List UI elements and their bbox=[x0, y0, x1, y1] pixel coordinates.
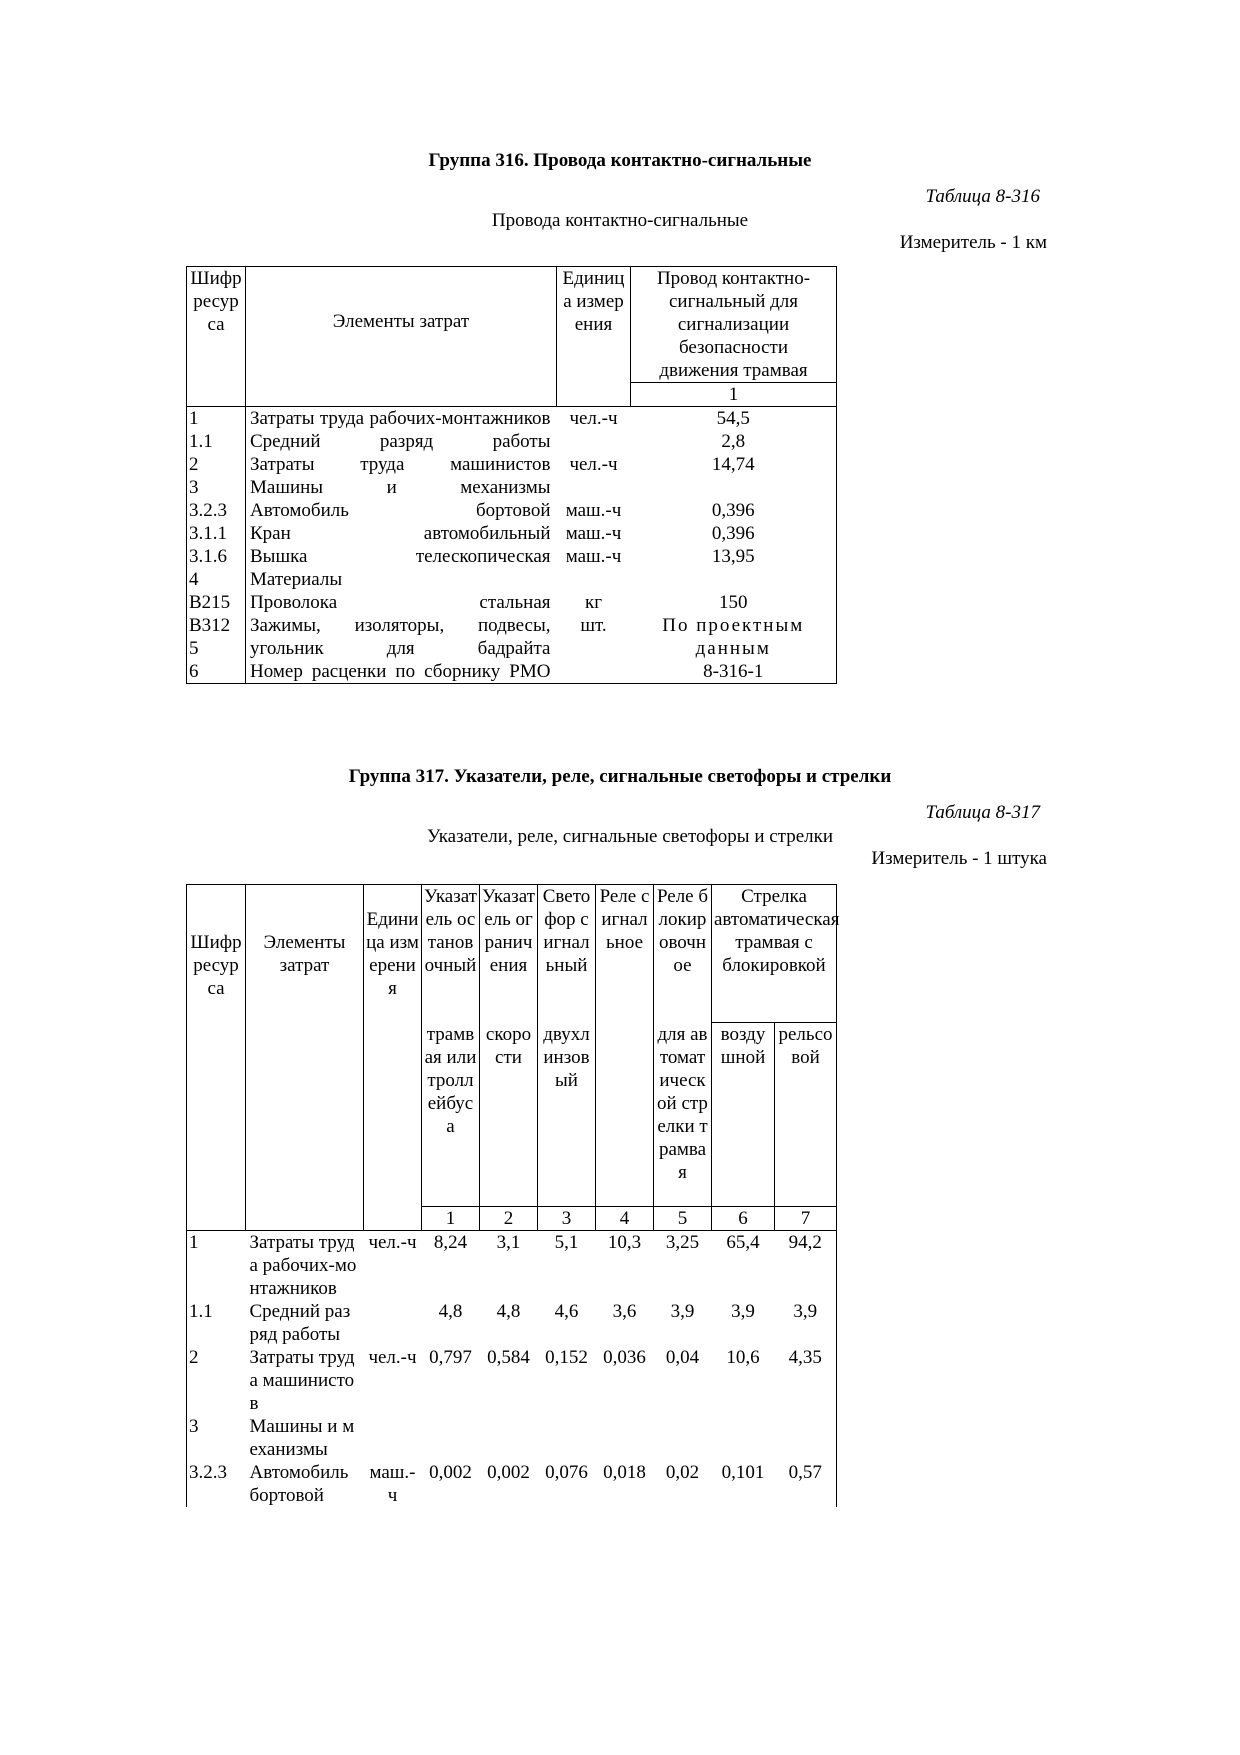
header-elements-text: Элементы затрат bbox=[263, 932, 346, 976]
row-value-4: 0,018 bbox=[603, 1462, 646, 1483]
header-num-7: 7 bbox=[775, 1207, 837, 1231]
header-code-text: Шифр ресурса bbox=[190, 932, 242, 999]
header-c3a: Светофор сигнальный bbox=[538, 885, 596, 1023]
row-value-1: 4,8 bbox=[438, 1301, 463, 1322]
row-value-2: 0,584 bbox=[487, 1347, 530, 1368]
table-row bbox=[187, 407, 837, 431]
table-8-316-meter: Измеритель - 1 км bbox=[899, 232, 1047, 253]
row-unit: маш.-ч bbox=[565, 500, 622, 521]
row-code: В312 5 bbox=[187, 614, 246, 660]
table-8-317-caption: Указатели, реле, сигнальные светофоры и стрелки bbox=[426, 826, 834, 847]
row-value-3: 5,1 bbox=[554, 1232, 579, 1253]
row-value-5: 0,04 bbox=[665, 1347, 700, 1368]
row-value-5: 3,9 bbox=[670, 1301, 695, 1322]
header-num-2: 2 bbox=[480, 1207, 538, 1231]
row-value-2 bbox=[480, 1415, 538, 1461]
row-name: Средний разряд работы bbox=[250, 431, 551, 452]
row-code: 2 bbox=[187, 1346, 246, 1415]
header-c2b: скорости bbox=[480, 1023, 538, 1207]
row-value-3: 0,076 bbox=[545, 1462, 588, 1483]
table-row bbox=[187, 1231, 837, 1301]
row-value-1: 2,8 bbox=[631, 430, 837, 453]
row-value-1: 0,396 bbox=[631, 522, 837, 545]
table-row bbox=[187, 614, 837, 660]
table-row bbox=[187, 1415, 837, 1461]
row-unit bbox=[557, 430, 631, 453]
row-value-2: 0,002 bbox=[487, 1462, 530, 1483]
header-c67: Стрелка автоматическая трамвая с блокировкой bbox=[712, 885, 837, 1023]
table-row bbox=[187, 499, 837, 522]
header-unit: Единица измерения bbox=[557, 267, 631, 407]
table-row bbox=[187, 476, 837, 499]
row-code: 1.1 bbox=[187, 1300, 246, 1346]
row-name: Автомобиль бортовой bbox=[250, 500, 551, 521]
row-name: Вышка телескопическая bbox=[250, 546, 551, 567]
group-316-title: Группа 316. Провода контактно-сигнальные bbox=[428, 150, 812, 171]
row-unit: маш.-ч bbox=[369, 1462, 416, 1506]
table-8-316-caption: Провода контактно-сигнальные bbox=[491, 210, 749, 231]
header-unit-text: Единица измерения bbox=[366, 909, 419, 999]
row-code: 3 bbox=[187, 476, 246, 499]
header-elements bbox=[246, 885, 364, 1231]
row-code: 1.1 bbox=[187, 430, 246, 453]
row-code: 6 bbox=[187, 660, 246, 684]
table-8-316-number: Таблица 8-316 bbox=[925, 186, 1040, 207]
row-unit bbox=[557, 568, 631, 591]
table-row bbox=[187, 1300, 837, 1346]
row-value-7 bbox=[775, 1415, 837, 1461]
table-8-317 bbox=[186, 884, 840, 1507]
header-code bbox=[187, 885, 246, 1231]
row-value-4: 0,036 bbox=[603, 1347, 646, 1368]
row-code: В215 bbox=[187, 591, 246, 614]
row-unit: маш.-ч bbox=[565, 523, 622, 544]
row-unit: кг bbox=[584, 592, 603, 613]
header-c4a: Реле сигнальное bbox=[596, 885, 654, 1023]
row-value-6: 10,6 bbox=[726, 1347, 760, 1368]
row-code: 1 bbox=[187, 407, 246, 431]
header-col1-number: 1 bbox=[631, 383, 837, 407]
row-code: 3 bbox=[187, 1415, 246, 1461]
row-name: Затраты труда машинистов bbox=[249, 1347, 355, 1414]
row-value-4: 10,3 bbox=[607, 1232, 642, 1253]
row-value-1: По проектным данным bbox=[631, 614, 837, 660]
row-unit bbox=[557, 476, 631, 499]
header-num-6: 6 bbox=[712, 1207, 775, 1231]
row-name: Зажимы, изоляторы, подвесы, угольник для бадрайта bbox=[250, 615, 551, 659]
row-code: 3.1.1 bbox=[187, 522, 246, 545]
header-code: Шифр ресурса bbox=[187, 267, 246, 407]
row-value-1: 8-316-1 bbox=[631, 660, 837, 684]
row-unit: чел.-ч bbox=[368, 1232, 417, 1253]
row-value-3: 4,6 bbox=[554, 1301, 579, 1322]
row-value-1: 150 bbox=[631, 591, 837, 614]
row-code: 3.2.3 bbox=[187, 499, 246, 522]
row-name: Материалы bbox=[250, 569, 343, 590]
group-317-title: Группа 317. Указатели, реле, сигнальные светофоры и стрелки bbox=[348, 766, 892, 787]
row-value-7: 3,9 bbox=[775, 1300, 837, 1346]
header-c7b: рельсовой bbox=[775, 1023, 837, 1207]
header-c1a: Указатель остановочный bbox=[422, 885, 480, 1023]
table-row bbox=[187, 1346, 837, 1415]
row-value-1: 8,24 bbox=[433, 1232, 468, 1253]
row-value-4 bbox=[596, 1415, 654, 1461]
row-name: Номер расценки по сборнику РМО bbox=[246, 660, 557, 684]
row-value-2: 4,8 bbox=[496, 1301, 521, 1322]
row-value-1 bbox=[631, 476, 837, 499]
header-num-5: 5 bbox=[654, 1207, 712, 1231]
row-value-1: 0,002 bbox=[429, 1462, 472, 1483]
header-num-3: 3 bbox=[538, 1207, 596, 1231]
row-name: Автомобиль бортовой bbox=[249, 1462, 349, 1506]
row-name: Кран автомобильный bbox=[250, 523, 551, 544]
row-name: Машины и механизмы bbox=[250, 477, 551, 498]
header-num-4: 4 bbox=[596, 1207, 654, 1231]
table-row bbox=[187, 568, 837, 591]
row-unit bbox=[557, 660, 631, 684]
row-unit bbox=[364, 1300, 422, 1346]
header-num-1: 1 bbox=[422, 1207, 480, 1231]
row-value-1: 14,74 bbox=[631, 453, 837, 476]
row-value-7: 0,57 bbox=[775, 1461, 837, 1507]
row-value-5 bbox=[654, 1415, 712, 1461]
table-row bbox=[187, 522, 837, 545]
row-code: 4 bbox=[187, 568, 246, 591]
row-value-7: 94,2 bbox=[775, 1231, 837, 1301]
row-unit: чел.-ч bbox=[368, 1347, 417, 1368]
row-value-5: 0,02 bbox=[665, 1462, 700, 1483]
row-code: 3.2.3 bbox=[187, 1461, 246, 1507]
row-value-1: 0,797 bbox=[429, 1347, 472, 1368]
row-value-1: 13,95 bbox=[631, 545, 837, 568]
row-unit bbox=[364, 1415, 422, 1461]
row-value-6: 0,101 bbox=[721, 1462, 765, 1483]
row-unit: маш.-ч bbox=[565, 546, 622, 567]
row-code: 3.1.6 bbox=[187, 545, 246, 568]
row-value-1 bbox=[422, 1415, 480, 1461]
row-value-3 bbox=[538, 1415, 596, 1461]
row-unit: чел.-ч bbox=[569, 408, 618, 429]
row-code: 2 bbox=[187, 453, 246, 476]
header-c3b: двухлинзовый bbox=[538, 1023, 596, 1207]
row-value-1: 0,396 bbox=[631, 499, 837, 522]
header-c5a: Реле блокировочное bbox=[654, 885, 712, 1023]
row-value-1 bbox=[631, 568, 837, 591]
table-row bbox=[187, 1461, 837, 1507]
row-name: Затраты труда рабочих-монтажников bbox=[250, 408, 551, 429]
table-8-317-number: Таблица 8-317 bbox=[925, 802, 1040, 823]
table-row bbox=[187, 430, 837, 453]
row-unit: шт. bbox=[580, 615, 607, 636]
header-c6b: воздушной bbox=[712, 1023, 775, 1207]
header-c1b: трамвая или троллейбуса bbox=[422, 1023, 480, 1207]
row-value-1: 54,5 bbox=[631, 407, 837, 431]
row-value-6: 3,9 bbox=[731, 1301, 755, 1322]
header-elements-text: Элементы затрат bbox=[332, 311, 470, 332]
row-name: Затраты труда машинистов bbox=[250, 454, 551, 475]
table-row bbox=[187, 545, 837, 568]
row-code: 1 bbox=[187, 1231, 246, 1301]
table-8-316 bbox=[186, 266, 837, 684]
table-row bbox=[187, 660, 837, 684]
header-elements bbox=[246, 267, 557, 407]
row-value-3: 0,152 bbox=[545, 1347, 588, 1368]
row-value-6 bbox=[712, 1415, 775, 1461]
table-row bbox=[187, 453, 837, 476]
table-row bbox=[187, 591, 837, 614]
header-c5b: для автоматической стрелки трамвая bbox=[654, 1023, 712, 1207]
header-unit bbox=[364, 885, 422, 1231]
row-value-7: 4,35 bbox=[775, 1346, 837, 1415]
row-name: Проволока стальная bbox=[250, 592, 551, 613]
row-value-4: 3,6 bbox=[612, 1301, 637, 1322]
header-col1: Провод контактно-сигнальный для сигнализации безопасности движения трамвая bbox=[631, 267, 837, 383]
table-8-317-meter: Измеритель - 1 штука bbox=[871, 848, 1047, 869]
row-name: Средний разряд работы bbox=[249, 1301, 351, 1345]
header-c2a: Указатель ограничения bbox=[480, 885, 538, 1023]
row-name: Машины и механизмы bbox=[249, 1416, 355, 1460]
row-unit: чел.-ч bbox=[569, 454, 618, 475]
row-value-5: 3,25 bbox=[665, 1232, 700, 1253]
header-c4b bbox=[596, 1023, 654, 1207]
row-name: Затраты труда рабочих-монтажников bbox=[249, 1232, 357, 1299]
row-value-6: 65,4 bbox=[726, 1232, 760, 1253]
row-value-2: 3,1 bbox=[496, 1232, 521, 1253]
